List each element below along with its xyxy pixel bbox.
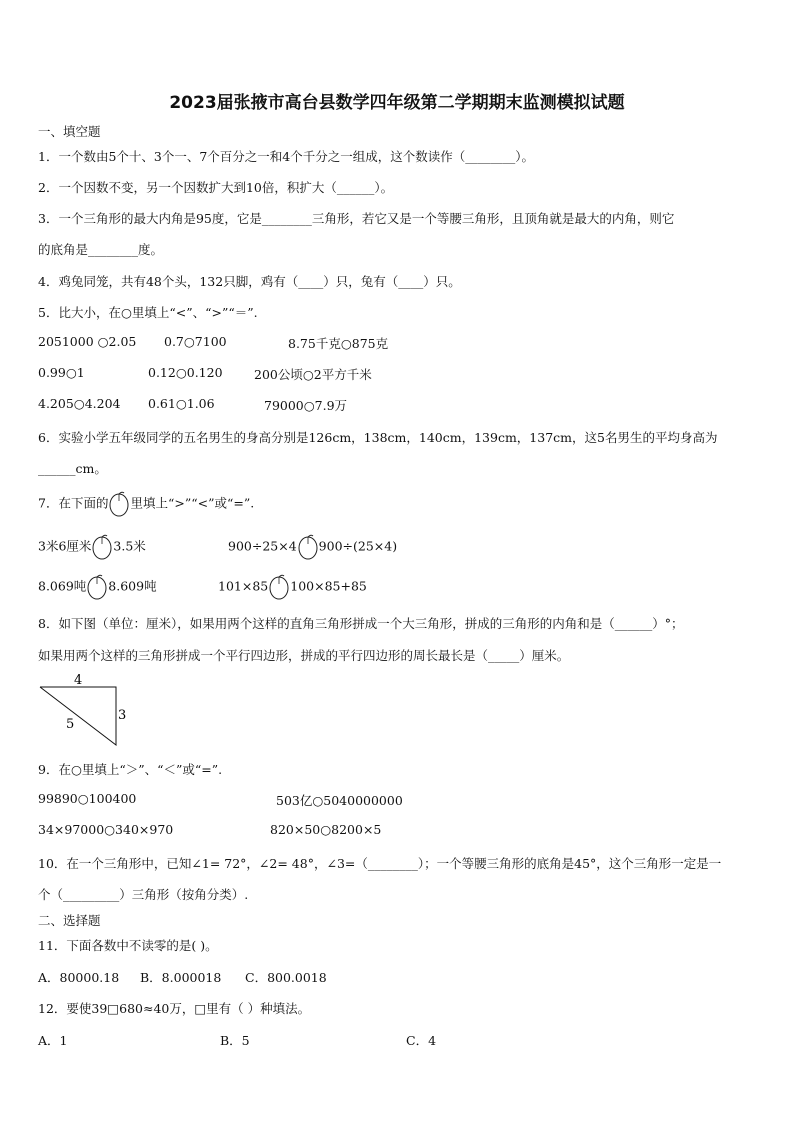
q7-prefix: 7．在下面的 bbox=[38, 495, 109, 511]
q12-option-b: B．5 bbox=[220, 1033, 250, 1048]
q5-item: 0.99○1 bbox=[38, 365, 85, 380]
question-3-line-1: 3．一个三角形的最大内角是95度，它是________三角形，若它又是一个等腰三角形，且顶角就是最大的内角，则它 bbox=[38, 211, 675, 226]
q7-right: 900÷(25×4) bbox=[318, 538, 398, 554]
q5-item: 8.75千克○875克 bbox=[288, 336, 389, 351]
question-8-line-1: 8．如下图（单位：厘米），如果用两个这样的直角三角形拼成一个大三角形，拼成的三角形的内角和是（______）°； bbox=[38, 616, 684, 631]
oval-icon bbox=[87, 574, 107, 600]
q5-item: 0.7○7100 bbox=[164, 334, 227, 349]
q9-item: 99890○100400 bbox=[38, 791, 137, 806]
q7-right: 3.5米 bbox=[113, 538, 146, 554]
oval-icon bbox=[109, 491, 129, 517]
q5-item: 0.61○1.06 bbox=[148, 396, 215, 411]
q7-item bbox=[228, 534, 397, 560]
oval-icon bbox=[298, 534, 318, 560]
question-10-line-2: 个（_________）三角形（按角分类）. bbox=[38, 887, 249, 902]
oval-icon bbox=[269, 574, 289, 600]
question-9: 9．在○里填上“＞”、“＜”或“=”. bbox=[38, 762, 223, 777]
q7-suffix: 里填上“>”“<”或“=”. bbox=[130, 495, 255, 511]
right-triangle-diagram bbox=[34, 672, 134, 752]
triangle-label-top: 4 bbox=[74, 673, 83, 688]
question-7 bbox=[38, 491, 254, 517]
q7-item bbox=[38, 574, 157, 600]
section-fill-heading: 一、填空题 bbox=[38, 124, 101, 139]
question-11: 11．下面各数中不读零的是( )。 bbox=[38, 938, 218, 953]
q12-option-a: A．1 bbox=[38, 1033, 68, 1048]
question-2: 2．一个因数不变，另一个因数扩大到10倍，积扩大（______）。 bbox=[38, 180, 394, 195]
q7-left: 900÷25×4 bbox=[228, 538, 297, 554]
q9-item: 503亿○5040000000 bbox=[276, 793, 403, 808]
q5-item: 0.12○0.120 bbox=[148, 365, 223, 380]
section-choice-heading: 二、选择题 bbox=[38, 913, 101, 928]
question-3-line-2: 的底角是________度。 bbox=[38, 242, 164, 257]
question-5: 5．比大小，在○里填上“<”、“>”“＝”. bbox=[38, 305, 258, 320]
q7-right: 100×85+85 bbox=[290, 578, 367, 594]
page-title: 2023届张掖市高台县数学四年级第二学期期末监测模拟试题 bbox=[169, 93, 625, 113]
q11-option-c: C．800.0018 bbox=[245, 970, 327, 985]
q7-right: 8.609吨 bbox=[108, 578, 157, 594]
question-1: 1．一个数由5个十、3个一、7个百分之一和4个千分之一组成，这个数读作（________）。 bbox=[38, 149, 535, 164]
q11-option-b: B．8.000018 bbox=[140, 970, 222, 985]
q11-option-a: A．80000.18 bbox=[38, 970, 120, 985]
q7-item bbox=[218, 574, 367, 600]
q7-left: 101×85 bbox=[218, 578, 269, 594]
question-6-line-2: ______cm。 bbox=[38, 461, 107, 476]
q5-item: 200公顷○2平方千米 bbox=[254, 367, 372, 382]
question-8-line-2: 如果用两个这样的三角形拼成一个平行四边形，拼成的平行四边形的周长最长是（_____）厘米。 bbox=[38, 648, 570, 663]
triangle-label-hyp: 5 bbox=[66, 717, 75, 732]
q7-item bbox=[38, 534, 146, 560]
q9-item: 34×97000○340×970 bbox=[38, 822, 174, 837]
q5-item: 2051000 ○2.05 bbox=[38, 334, 137, 349]
question-4: 4．鸡兔同笼，共有48个头，132只脚，鸡有（____）只，兔有（____）只。 bbox=[38, 274, 461, 289]
question-12: 12．要使39□680≈40万，□里有（ ）种填法。 bbox=[38, 1001, 311, 1016]
q5-item: 4.205○4.204 bbox=[38, 396, 121, 411]
question-6-line-1: 6．实验小学五年级同学的五名男生的身高分别是126cm，138cm，140cm，139cm，137cm，这5名男生的平均身高为 bbox=[38, 430, 718, 445]
oval-icon bbox=[92, 534, 112, 560]
q7-left: 3米6厘米 bbox=[38, 538, 92, 554]
question-10-line-1: 10．在一个三角形中，已知∠1= 72°，∠2= 48°，∠3=（________）；一个等腰三角形的底角是45°，这个三角形一定是一 bbox=[38, 856, 722, 871]
triangle-label-right: 3 bbox=[118, 708, 127, 723]
q9-item: 820×50○8200×5 bbox=[270, 822, 382, 837]
q7-left: 8.069吨 bbox=[38, 578, 87, 594]
q5-item: 79000○7.9万 bbox=[264, 398, 348, 413]
q12-option-c: C．4 bbox=[406, 1033, 437, 1048]
